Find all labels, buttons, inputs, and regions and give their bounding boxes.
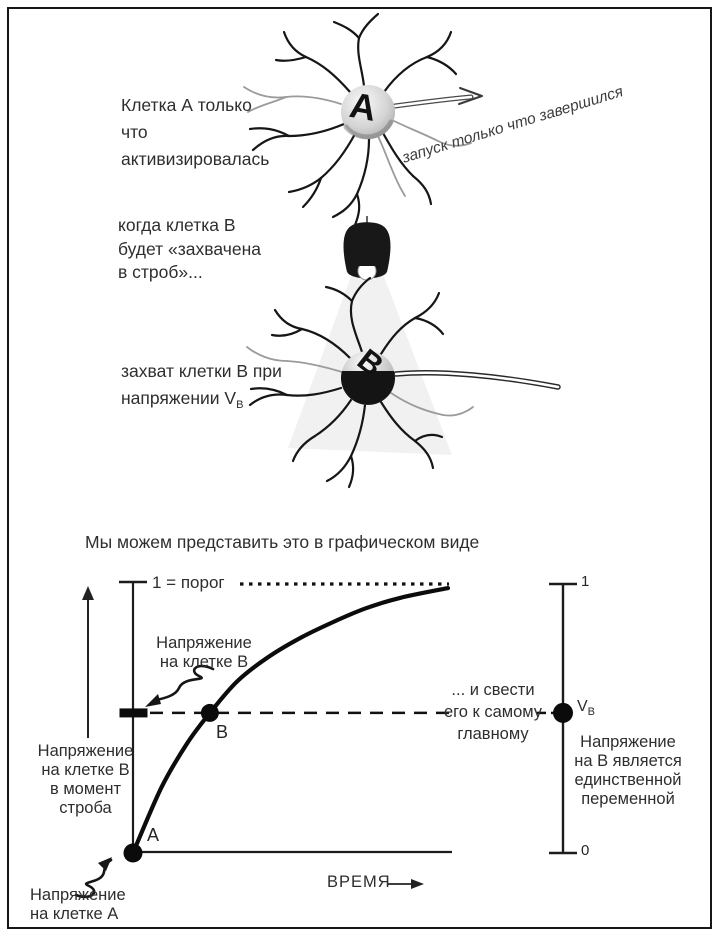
caption-line: когда клетка В — [118, 215, 236, 235]
caption-line: Напряжение — [580, 733, 676, 751]
caption-line: Напряжение — [30, 886, 126, 904]
right-scale-vb-point — [553, 703, 573, 723]
caption-line: Напряжение — [37, 742, 134, 760]
squiggle-arrowhead-lower — [98, 857, 112, 871]
caption-line: ... и свести — [451, 681, 535, 699]
caption-line: в момент — [49, 780, 122, 798]
caption-line: в строб»... — [118, 262, 203, 282]
caption-line: переменной — [581, 790, 675, 808]
axon-note-label: запуск только что завершился — [400, 83, 626, 167]
vb-point-subscript: В — [587, 706, 596, 718]
caption-line: на В является — [574, 752, 682, 770]
caption-line: на клетке А — [30, 905, 119, 923]
caption-line: активизировалась — [121, 149, 270, 169]
caption-line: его к самому — [443, 703, 543, 721]
curve-label — [148, 634, 260, 672]
cell-a-caption — [121, 92, 281, 173]
chart-up-arrowhead-icon — [82, 586, 94, 600]
caption-line: главному — [457, 725, 529, 743]
caption-line: захват клетки В при — [121, 361, 282, 381]
point-a-label: A — [147, 825, 160, 845]
caption-line: Напряжение — [156, 634, 252, 652]
strobe-caption — [118, 214, 278, 285]
time-arrowhead-icon — [411, 879, 424, 889]
caption-line: напряжении $V_В$ — [121, 388, 244, 411]
caption-line: будет «захвачена — [118, 238, 261, 259]
right-scale-bottom-label: 0 — [581, 842, 590, 859]
caption-line: на клетке В — [159, 653, 249, 671]
x-axis-label: ВРЕМЯ — [327, 873, 391, 891]
point-b-label: B — [216, 722, 229, 742]
caption-line: единственной — [574, 771, 682, 789]
chart-intro-text: Мы можем представить это в графическом виде — [85, 532, 480, 552]
vb-subscript: В — [236, 399, 244, 411]
squiggle-arrowhead-upper — [145, 694, 161, 707]
strobe-level-thick-tick — [120, 708, 148, 717]
threshold-label: 1 = порог — [152, 573, 225, 592]
cell-b-caption — [121, 358, 301, 419]
right-scale-top-label: 1 — [581, 573, 590, 590]
origin-label — [30, 886, 126, 924]
neuron-a-axon — [395, 88, 482, 106]
soma-letter-a: A — [346, 84, 380, 129]
reduce-note — [437, 679, 549, 745]
voltage-curve — [133, 588, 448, 853]
soma-letter-b: B — [350, 341, 391, 384]
y-axis-label — [28, 742, 143, 818]
vb-point-label: $V_В$ — [577, 698, 596, 718]
caption-line: на клетке В — [41, 761, 130, 779]
strobe-lamp-icon — [344, 216, 391, 280]
curve-point-b — [201, 704, 219, 722]
curve-point-a — [124, 844, 143, 863]
right-scale-note — [558, 733, 698, 809]
caption-line: строба — [59, 799, 112, 817]
caption-line: Клетка А только что — [121, 95, 252, 142]
